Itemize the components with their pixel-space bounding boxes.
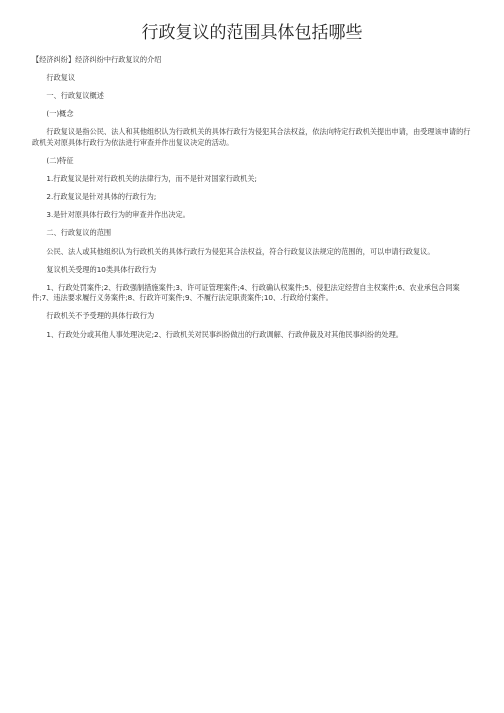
paragraph-definition: 行政复议是指公民、法人和其他组织认为行政机关的具体行政行为侵犯其合法权益，依法向特定行政机关提出申请，由受理该申请的行政机关对原具体行政行为依法进行审查并作出复议决定的活动。 xyxy=(32,127,471,147)
heading-scope: 二、行政复议的范围 xyxy=(46,228,112,238)
article-body xyxy=(32,55,475,348)
intro-text: 经济纠纷中行政复议的介绍 xyxy=(75,55,162,64)
feature-item-1: 1.行政复议是针对行政机关的法律行为，而不是针对国家行政机关; xyxy=(46,174,257,184)
category-tag: 【经济纠纷】 xyxy=(32,55,76,64)
paragraph-accepted-cases: 1、行政处罚案件;2、行政强制措施案件;3、许可证管理案件;4、行政确认权案件;5、侵犯法定经营自主权案件;6、农业承包合同案件;7、违法要求履行义务案件;8、行政许可案件;9、不履行法定职责案件;10、.行政给付案件。 xyxy=(32,282,460,303)
subheading-rejected-cases: 行政机关不予受理的具体行政行为 xyxy=(46,311,155,321)
subheading-accepted-cases: 复议机关受理的10类具体行政行为 xyxy=(46,264,157,274)
paragraph-rejected-cases: 1、行政处分或其他人事处理决定;2、行政机关对民事纠纷做出的行政调解、行政仲裁及对其他民事纠纷的处理。 xyxy=(46,329,403,339)
page-title: 行政复议的范围具体包括哪些 xyxy=(141,23,363,43)
intro-line xyxy=(32,55,475,66)
heading-overview: 一、行政复议概述 xyxy=(46,91,104,101)
feature-item-3: 3.是针对原具体行政行为的审查并作出决定。 xyxy=(46,210,190,220)
feature-item-2: 2.行政复议是针对具体的行政行为; xyxy=(46,192,157,202)
subheading-concept: (一)概念 xyxy=(46,109,74,119)
section-label-review: 行政复议 xyxy=(46,73,76,83)
paragraph-scope: 公民、法人或其他组织认为行政机关的具体行政行为侵犯其合法权益，符合行政复议法规定的范围的，可以申请行政复议。 xyxy=(46,246,435,256)
subheading-features: (二)特征 xyxy=(46,156,74,166)
